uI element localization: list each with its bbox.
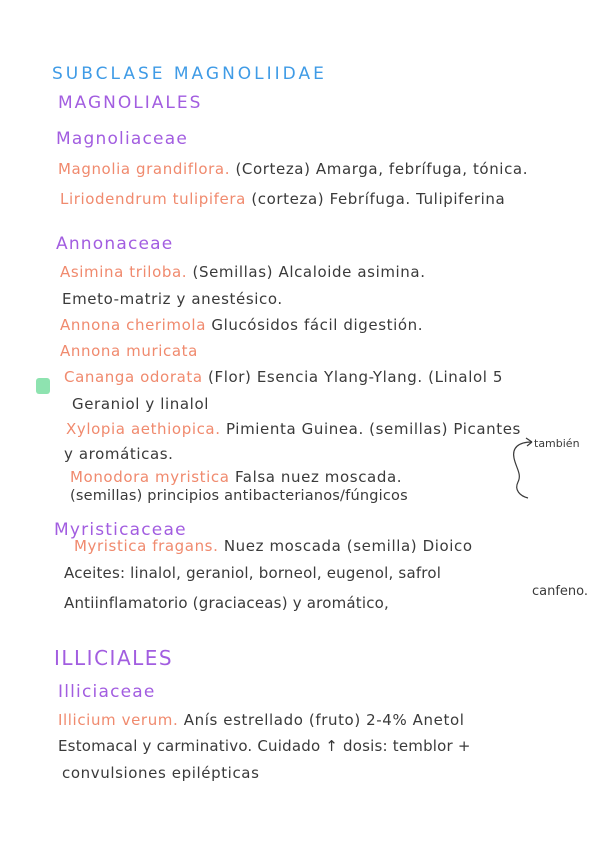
species-description-continued: y aromáticas. [64,445,174,463]
species-name: Monodora myristica [70,468,230,486]
species-description: Anís estrellado (fruto) 2-4% Anetol [183,711,465,729]
entry-liriodendrum [60,190,505,208]
species-description-continued: Antiinflamatorio (graciaceas) y aromático, [64,594,390,612]
species-name: Asimina triloba. [60,263,188,281]
entry-annona-cherimola [60,316,423,334]
order-heading-magnoliales: MAGNOLIALES [58,93,203,113]
entry-asimina [60,263,426,281]
annotation-canfeno: canfeno. [532,584,589,599]
species-description-continued: Estomacal y carminativo. Cuidado ↑ dosis: temblor + [58,737,471,755]
entry-monodora [70,468,402,486]
species-name: Liriodendrum tulipifera [60,190,246,208]
species-description-continued: convulsiones epilépticas [62,764,260,782]
species-description: (corteza) Febrífuga. Tulipiferina [251,190,506,208]
species-name-annona-muricata: Annona muricata [60,342,198,360]
species-description-continued: Aceites: linalol, geraniol, borneol, eugenol, safrol [64,564,442,582]
species-name: Myristica fragans. [74,537,219,555]
species-name: Annona cherimola [60,316,206,334]
species-description: (Corteza) Amarga, febrífuga, tónica. [235,160,529,178]
family-heading-magnoliaceae: Magnoliaceae [56,129,188,149]
species-description: Pimienta Guinea. (semillas) Picantes [225,420,521,438]
species-description: (Flor) Esencia Ylang-Ylang. (Linalol 5 [208,368,504,386]
family-heading-annonaceae: Annonaceae [56,234,174,254]
entry-myristica [74,537,473,555]
highlight-marker [36,378,50,394]
species-description: Falsa nuez moscada. [234,468,403,486]
species-description-continued: Geraniol y linalol [72,395,209,413]
entry-cananga [64,368,503,386]
bracket-arrow-icon [498,436,538,506]
species-name: Xylopia aethiopica. [66,420,221,438]
species-description: (Semillas) Alcaloide asimina. [192,263,426,281]
order-heading-illiciales: ILLICIALES [54,646,174,670]
subclass-heading: SUBCLASE MAGNOLIIDAE [52,64,327,84]
species-name: Cananga odorata [64,368,203,386]
entry-magnolia [58,160,528,178]
family-heading-myristicaceae: Myristicaceae [54,520,187,540]
annotation-tambien: también [534,437,580,450]
entry-xylopia [66,420,521,438]
species-name: Magnolia grandiflora. [58,160,231,178]
entry-illicium [58,711,465,729]
species-description-continued: (semillas) principios antibacterianos/fúngicos [70,488,408,504]
family-heading-illiciaceae: Illiciaceae [58,682,156,702]
species-description: Glucósidos fácil digestión. [211,316,424,334]
species-description-continued: Emeto-matriz y anestésico. [62,290,283,308]
species-description: Nuez moscada (semilla) Dioico [223,537,473,555]
species-name: Illicium verum. [58,711,179,729]
